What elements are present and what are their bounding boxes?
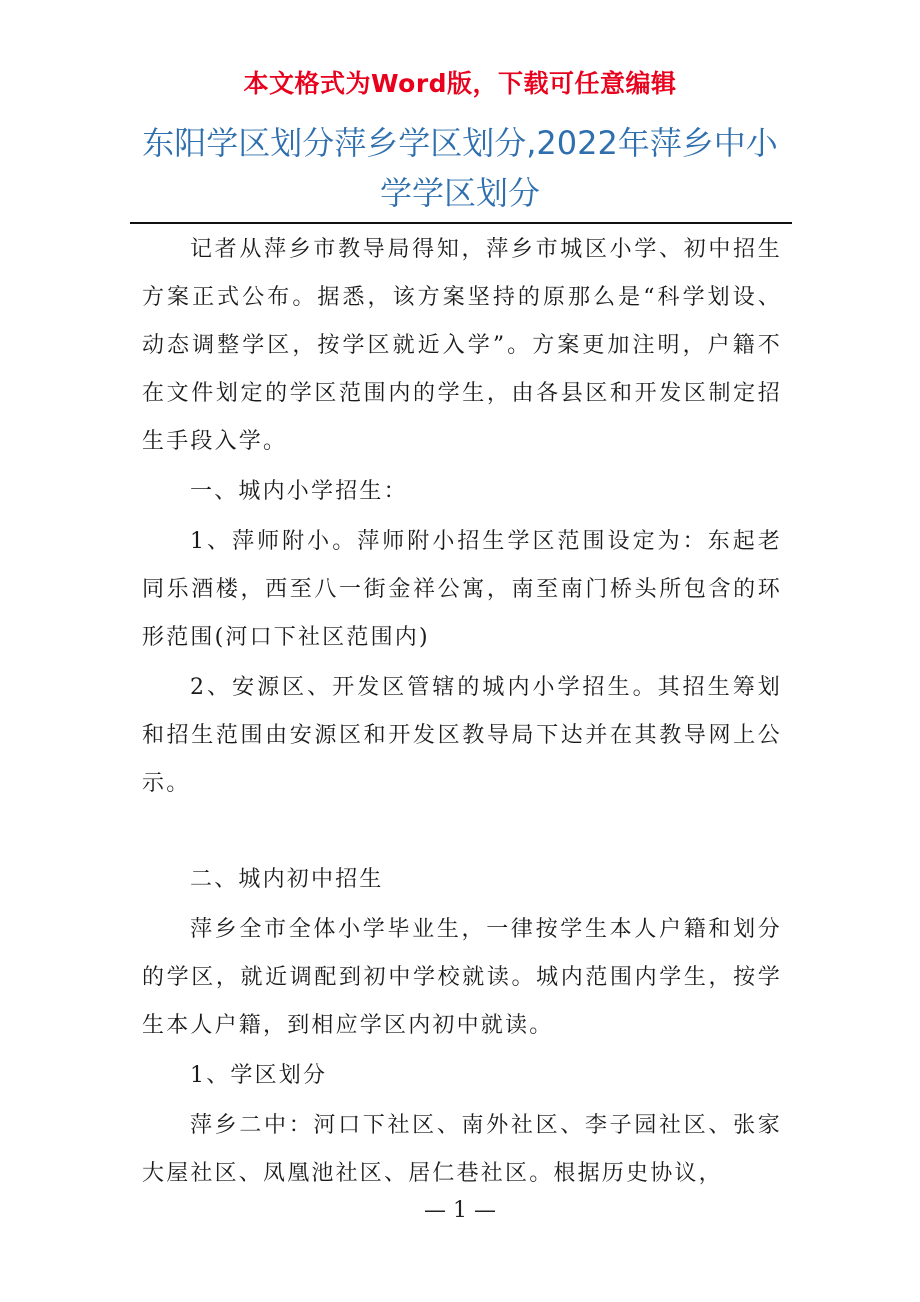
section-heading-middle: 二、城内初中招生 — [190, 867, 384, 892]
paragraph-item-2: 2、安源区、开发区管辖的城内小学招生。其招生筹划和招生范围由安源区和开发区教导局下达并在其教导网上公示。 — [142, 675, 782, 796]
paragraph-pingxiang-no2: 萍乡二中：河口下社区、南外社区、李子园社区、张家大屋社区、凤凰池社区、居仁巷社区。根据历史协议， — [142, 1113, 782, 1186]
paragraph-item-1: 1、萍师附小。萍师附小招生学区范围设定为：东起老同乐酒楼，西至八一街金祥公寓，南至南门桥头所包含的环形范围(河口下社区范围内) — [142, 529, 782, 650]
title-divider — [130, 222, 792, 224]
format-banner: 本文格式为Word版，下载可任意编辑 — [243, 69, 677, 98]
page-number: — 1 — — [424, 1198, 496, 1223]
paragraph-middle-intro: 萍乡全市全体小学毕业生，一律按学生本人户籍和划分的学区，就近调配到初中学校就读。城内范围内学生，按学生本人户籍，到相应学区内初中就读。 — [142, 917, 782, 1038]
paragraph-intro: 记者从萍乡市教导局得知，萍乡市城区小学、初中招生方案正式公布。据悉，该方案坚持的原那么是“科学划设、动态调整学区，按学区就近入学”。方案更加注明，户籍不在文件划定的学区范围内的学生，由各县区和开发区制定招生手段入学。 — [142, 237, 782, 454]
document-body — [142, 226, 782, 1200]
section-heading-primary: 一、城内小学招生： — [190, 479, 408, 504]
subheading-district-division: 1、学区划分 — [190, 1063, 328, 1088]
document-title: 东阳学区划分萍乡学区划分,2022年萍乡中小学学区划分 — [142, 124, 778, 212]
